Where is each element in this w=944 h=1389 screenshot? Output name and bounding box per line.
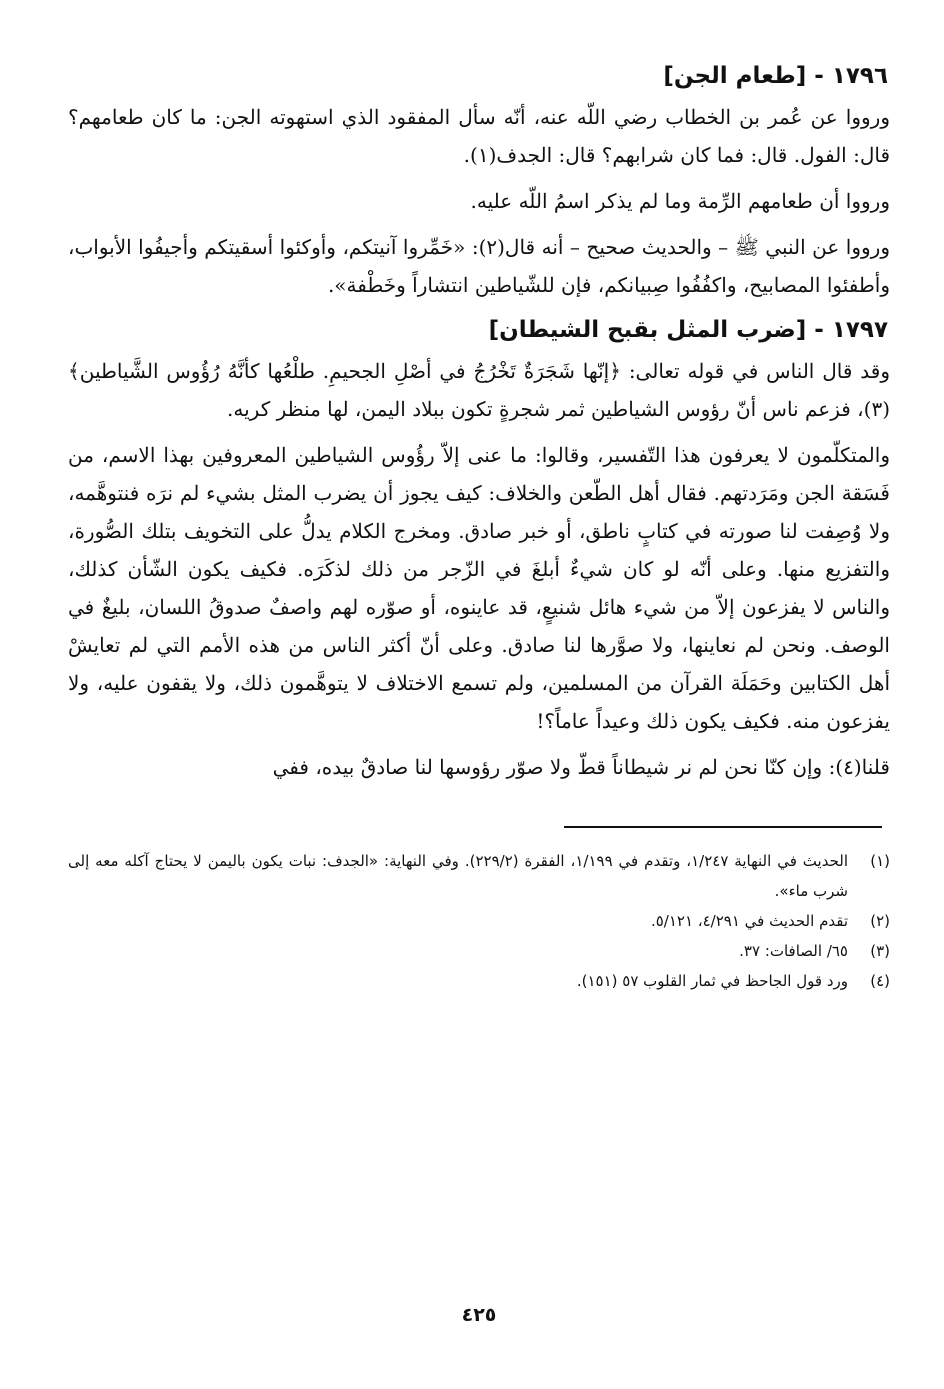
footnote-number: (١) bbox=[870, 852, 890, 870]
footnote-text: ورد قول الجاحظ في ثمار القلوب ٥٧ (١٥١). bbox=[576, 972, 848, 990]
section-heading-devil-ugliness: ١٧٩٧ - [ضرب المثل بقبح الشيطان] bbox=[488, 317, 888, 343]
footnote bbox=[68, 936, 890, 966]
paragraph: قلنا(٤): وإن كنّا نحن لم نر شيطاناً قطّ ولا صوّر رؤوسها لنا صادقٌ بيده، ففي bbox=[272, 755, 890, 779]
footnote bbox=[68, 846, 890, 906]
footnotes bbox=[68, 846, 890, 996]
footnote-number: (٤) bbox=[870, 972, 890, 990]
book-page bbox=[68, 56, 890, 1356]
footnote-text: الحديث في النهاية ١/٢٤٧، وتقدم في ١/١٩٩، الفقرة (٢٢٩/٢). وفي النهاية: «الجدف: نبات يكون باليمن لا يحتاج آكله معه إلى شرب ماء». bbox=[68, 852, 848, 900]
paragraph: ورووا عن عُمر بن الخطاب رضي اللّه عنه، أنّه سأل المفقود الذي استهوته الجن: ما كان طعامهم؟ قال: الفول. قال: فما كان شرابهم؟ قال: الجدف(١). bbox=[68, 105, 890, 167]
paragraph: ورووا أن طعامهم الرِّمة وما لم يذكر اسمُ اللّه عليه. bbox=[470, 189, 890, 213]
footnote bbox=[68, 906, 890, 936]
footnote-text: تقدم الحديث في ٤/٢٩١، ٥/١٢١. bbox=[650, 912, 848, 930]
footnote bbox=[68, 966, 890, 996]
footnote-number: (٣) bbox=[870, 942, 890, 960]
footnote-divider bbox=[564, 826, 882, 828]
page-number: ٤٢٥ bbox=[461, 1304, 497, 1326]
footnote-text: ٦٥/ الصافات: ٣٧. bbox=[739, 942, 848, 960]
section-heading-food-of-jinn: ١٧٩٦ - [طعام الجن] bbox=[663, 63, 888, 89]
paragraph: وقد قال الناس في قوله تعالى: ﴿إنّها شَجَرَةٌ تَخْرُجُ في أصْلِ الجحيمِ. طلْعُها كأنَّهُ رُؤُوس الشَّياطين﴾(٣)، فزعم ناس أنّ رؤوس الشياطين ثمر شجرةٍ تكون ببلاد اليمن، لها منظر كريه. bbox=[68, 359, 890, 421]
footnote-number: (٢) bbox=[870, 912, 890, 930]
paragraph: ورووا عن النبي ﷺ – والحديث صحيح – أنه قال(٢): «خَمِّروا آنيتكم، وأوكئوا أسقيتكم وأجيفُوا الأبواب، وأطفئوا المصابيح، واكفُفُوا صِبيانكم، فإن للشّياطين انتشاراً وخَطْفة». bbox=[68, 235, 890, 297]
paragraph: والمتكلّمون لا يعرفون هذا التّفسير، وقالوا: ما عنى إلاّ رؤُوس الشياطين المعروفين بهذا الاسم، من فَسَقة الجن ومَرَدتهم. فقال أهل الطّعن والخلاف: كيف يجوز أن يضرب المثل بشيء لم نرَه فنتوهَّمه، ولا وُصِفت لنا صورته في كتابٍ ناطق، أو خبر صادق. ومخرج الكلام يدلُّ على التخويف بتلك الصُّورة، والتفزيع منها. وعلى أنّه لو كان شيءٌ أبلغَ في الزّجر من ذلك لذكَرَه. فكيف يكون الشّأن كذلك، والناس لا يفزعون إلاّ من شيء هائل شنيعٍ، قد عاينوه، أو صوّره لهم واصفٌ صدوقُ اللسان، بليغٌ في الوصف. ونحن لم نعاينها، ولا صوَّرها لنا صادق. وعلى أنّ أكثر الناس من هذه الأمم التي لم تعايشْ أهل الكتابين وحَمَلَة القرآن من المسلمين، ولم تسمع الاختلاف لا يتوهَّمون ذلك، ولا يقفون عليه، ولا يفزعون منه. فكيف يكون ذلك وعيداً عاماً؟! bbox=[68, 443, 890, 733]
